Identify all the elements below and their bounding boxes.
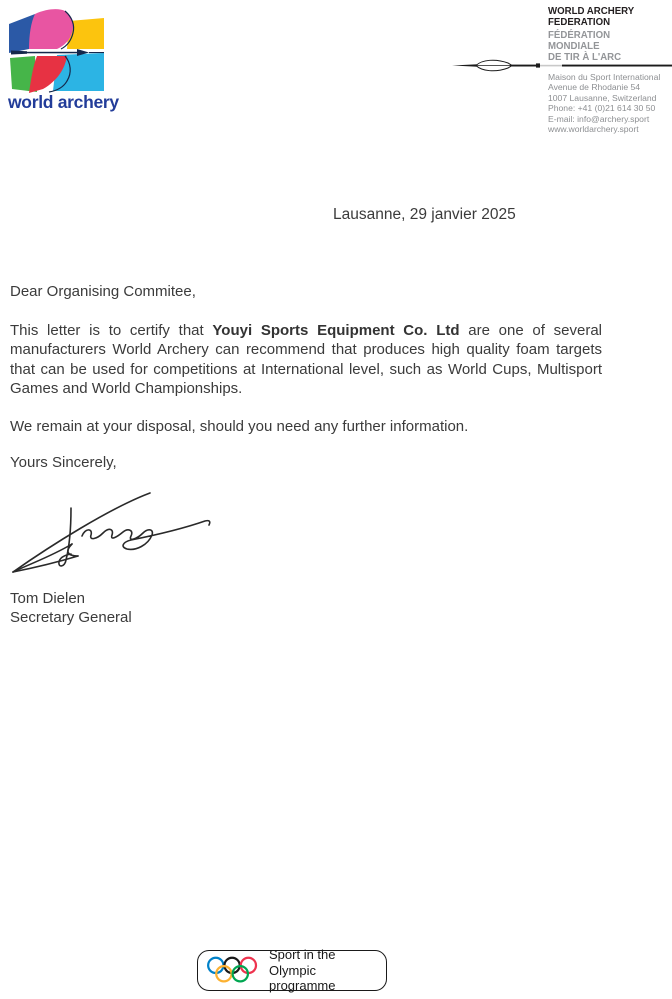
world-archery-logo-icon <box>9 9 104 94</box>
olympic-badge-text <box>269 947 378 994</box>
address-line: E-mail: info@archery.sport <box>548 113 650 124</box>
address-line: Avenue de Rhodanie 54 <box>548 82 641 93</box>
closing-line: We remain at your disposal, should you need any further information. <box>10 418 469 435</box>
company-name: Youyi Sports Equipment Co. Ltd <box>212 322 460 339</box>
olympic-badge-line: Olympic programme <box>269 962 336 994</box>
certification-paragraph <box>10 321 602 398</box>
signature-block <box>10 589 132 628</box>
certify-text-post: are one of several manufacturers World Archery can recommend that produces high quality foam targets that can be used for competitions at International level, such as World Cups, Multisport Games and World Championships. <box>10 322 602 397</box>
address-line: Phone: +41 (0)21 614 30 50 <box>548 103 656 114</box>
date-line: Lausanne, 29 janvier 2025 <box>333 206 516 223</box>
org-name-line: FEDERATION <box>548 16 611 28</box>
arrow-divider-icon <box>452 58 672 73</box>
address-line: www.worldarchery.sport <box>548 124 639 135</box>
olympic-rings-icon <box>206 954 260 987</box>
org-name-line: WORLD ARCHERY <box>548 5 635 17</box>
certify-text-pre: This letter is to certify that <box>10 322 213 339</box>
logo-wordmark: world archery <box>8 92 119 112</box>
org-name-fr-line: MONDIALE <box>548 40 600 52</box>
salutation: Dear Organising Commitee, <box>10 283 196 300</box>
handwritten-signature <box>10 486 215 574</box>
address-line: 1007 Lausanne, Switzerland <box>548 92 657 103</box>
olympic-programme-badge <box>197 947 387 994</box>
signer-name: Tom Dielen <box>10 590 86 607</box>
signer-title: Secretary General <box>10 609 132 627</box>
olympic-badge-line: Sport in the <box>269 947 336 963</box>
signoff-line: Yours Sincerely, <box>10 454 117 471</box>
org-address-block <box>548 72 660 134</box>
address-line: Maison du Sport International <box>548 72 661 82</box>
org-name-fr-line: DE TIR À L'ARC <box>548 51 622 63</box>
org-name-block <box>548 6 634 63</box>
org-name-fr-line: FÉDÉRATION <box>548 29 611 41</box>
